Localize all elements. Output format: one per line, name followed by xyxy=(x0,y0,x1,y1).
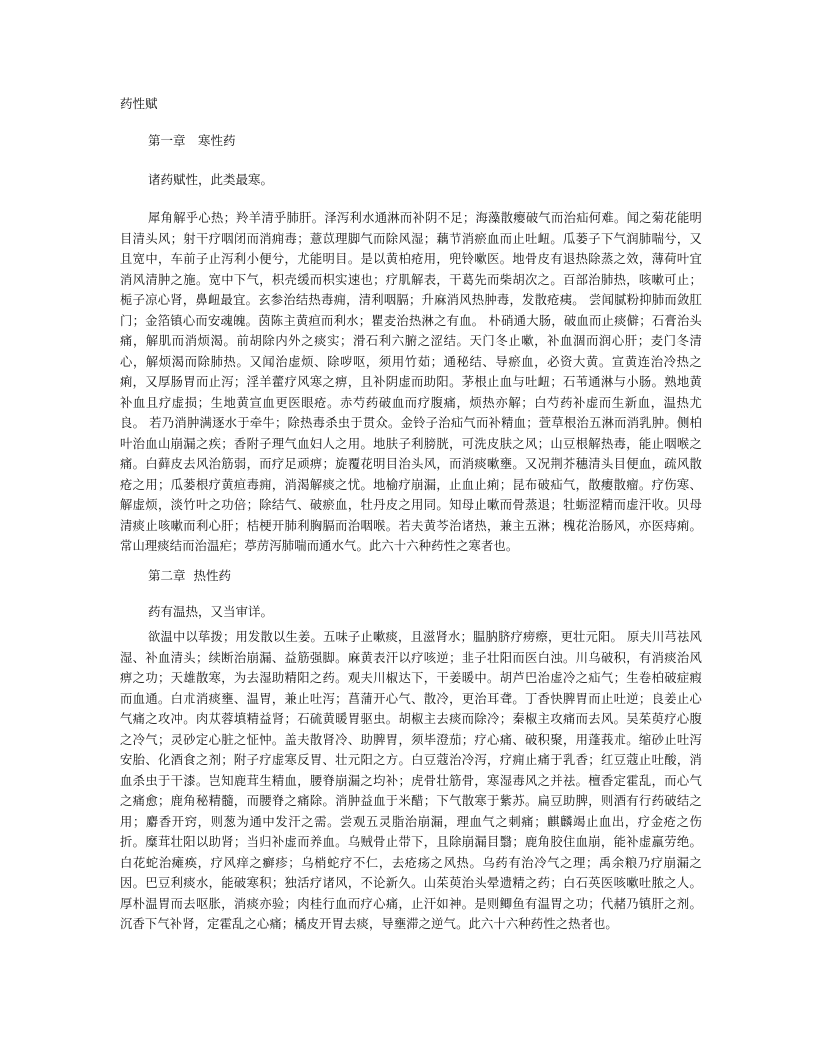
chapter-2-heading: 第二章 热性药 xyxy=(148,568,231,583)
chapter-1-heading: 第一章 寒性药 xyxy=(148,133,236,148)
chapter-2-intro: 药有温热，又当审详。 xyxy=(148,604,274,619)
document-title: 药性赋 xyxy=(120,96,158,111)
chapter-1-intro: 诸药赋性，此类最寒。 xyxy=(148,172,274,187)
chapter-2-body: 欲温中以荜拨；用发散以生姜。五味子止嗽痰，且滋肾水；腽肭脐疗痨瘵，更壮元阳。 原夫川芎祛风湿、补血清头；续断治崩漏、益筋强脚。麻黄表汗以疗咳逆；韭子壮阳而医白浊。川乌破积，有消痰治风痹之功；天雄散寒，为去湿助精阳之药。观夫川椒达下，干姜暖中。胡芦巴治虚冷之疝气；生卷柏破症瘕而血通。白朮消痰壅、温胃，兼止吐泻；菖蒲开心气、散冷，更治耳聋。丁香快脾胃而止吐逆；良姜止心气痛之攻冲。肉苁蓉填精益肾；石硫黄暖胃驱虫。胡椒主去痰而除冷；秦椒主攻痛而去风。吴茱萸疗心腹之冷气；灵砂定心脏之怔忡。盖夫散肾冷、助脾胃，须毕澄茄；疗心痛、破积聚，用蓬莪朮。缩砂止吐泻安胎、化酒食之剂；附子疗虚寒反胃、壮元阳之方。白豆蔻治冷泻，疗痈止痛于乳香；红豆蔻止吐酸，消血杀虫于干漆。岂知鹿茸生精血，腰脊崩漏之均补；虎骨壮筋骨，寒湿毒风之并祛。檀香定霍乱，而心气之痛愈；鹿角秘精髓，而腰脊之痛除。消肿益血于米醋；下气散寒于紫苏。扁豆助脾，则酒有行药破结之用；麝香开窍，则葱为通中发汗之需。尝观五灵脂治崩漏，理血气之刺痛；麒麟竭止血出，疗金疮之伤折。糜茸壮阳以助肾；当归补虚而养血。乌贼骨止带下，且除崩漏目翳；鹿角胶住血崩，能补虚羸劳绝。白花蛇治瘫痪，疗风痒之癣疹；乌梢蛇疗不仁，去疮疡之风热。乌药有治冷气之理；禹余粮乃疗崩漏之因。巴豆利痰水，能破寒积；独活疗诸风，不论新久。山茱萸治头晕遗精之药；白石英医咳嗽吐脓之人。厚朴温胃而去呕胀，消痰亦验；肉桂行血而疗心痛，止汗如神。是则鲫鱼有温胃之功；代赭乃镇肝之剂。沉香下气补肾，定霍乱之心痛；橘皮开胃去痰，导壅滞之逆气。此六十六种药性之热者也。 xyxy=(120,630,702,931)
chapter-1-body: 犀角解乎心热；羚羊清乎肺肝。泽泻利水通淋而补阴不足；海藻散瘿破气而治疝何难。闻之菊花能明目清头风；射干疗咽闭而消痈毒；薏苡理脚气而除风湿；藕节消瘀血而止吐衄。瓜蒌子下气润肺喘兮，又且宽中，车前子止泻利小便兮，尤能明目。是以黄柏疮用，兜铃嗽医。地骨皮有退热除蒸之效，薄荷叶宜消风清肿之施。宽中下气，枳壳缓而枳实速也；疗肌解表，干葛先而柴胡次之。百部治肺热，咳嗽可止；栀子凉心肾，鼻衄最宜。玄参治结热毒痈，清利咽膈；升麻消风热肿毒，发散疮痍。 尝闻腻粉抑肺而敛肛门；金箔镇心而安魂魄。茵陈主黄疸而利水；瞿麦治热淋之有血。 朴硝通大肠，破血而止痰僻；石膏治头痛，解肌而消烦渴。前胡除内外之痰实；滑石利六腑之涩结。天门冬止嗽，补血涸而润心肝；麦门冬清心，解烦渴而除肺热。又闻治虚烦、除哕呕，须用竹茹；通秘结、导瘀血，必资大黄。宣黄连治冷热之痢，又厚肠胃而止泻；淫羊藿疗风寒之痹，且补阴虚而助阳。茅根止血与吐衄；石苇通淋与小肠。熟地黄补血且疗虚损；生地黄宣血更医眼疮。赤芍药破血而疗腹痛，烦热亦解；白芍药补虚而生新血，温热尤良。 若乃消肿满逐水于牵牛；除热毒杀虫于贯众。金铃子治疝气而补精血；萱草根治五淋而消乳肿。侧柏叶治血山崩漏之疾；香附子理气血妇人之用。地肤子利膀胱，可洗皮肤之风；山豆根解热毒，能止咽喉之痛。白藓皮去风治筋弱，而疗足顽痹；旋覆花明目治头风，而消痰嗽壅。又况荆芥穗清头目便血，疏风散疮之用；瓜蒌根疗黄疸毒痈，消渴解痰之忧。地榆疗崩漏，止血止痢；昆布破疝气，散瘿散瘤。疗伤寒、解虚烦，淡竹叶之功倍；除结气、破瘀血，牡丹皮之用同。知母止嗽而骨蒸退；牡蛎涩精而虚汗收。贝母清痰止咳嗽而利心肝；桔梗开肺利胸膈而治咽喉。若夫黄芩治诸热，兼主五淋；槐花治肠风，亦医痔痢。常山理痰结而治温疟；葶苈泻肺喘而通水气。此六十六种药性之寒者也。 xyxy=(120,211,702,553)
